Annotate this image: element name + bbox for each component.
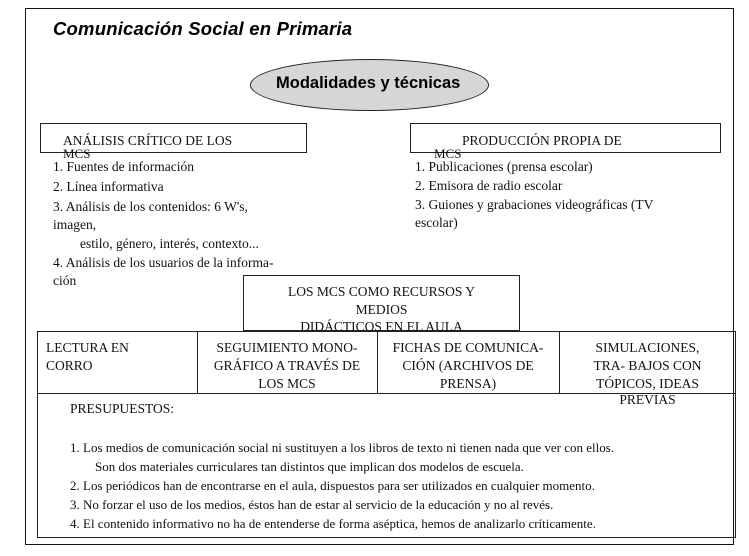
subtitle-label: Modalidades y técnicas	[276, 74, 461, 92]
column-monograph-line-1: SEGUIMIENTO MONO-	[216, 340, 358, 355]
column-reading-line-2: CORRO	[46, 358, 93, 373]
column-monograph-line-2: GRÁFICO A TRAVÉS DE	[213, 358, 361, 373]
column-monograph-line-3: LOS MCS	[258, 376, 316, 391]
analysis-item: ción	[53, 273, 77, 288]
production-item: 2. Emisora de radio escolar	[415, 178, 563, 193]
production-item: escolar)	[415, 215, 458, 230]
column-cards-line-3: PRENSA)	[439, 376, 497, 391]
presupuestos-heading: PRESUPUESTOS:	[70, 401, 175, 416]
analysis-heading-line-2: MCS	[63, 146, 91, 161]
resources-line-2: MEDIOS	[355, 302, 408, 317]
column-simulations-line-1: SIMULACIONES,	[595, 340, 700, 355]
analysis-item: imagen,	[53, 217, 97, 232]
column-cards-line-2: CIÓN (ARCHIVOS DE	[402, 358, 534, 373]
presupuestos-item: 3. No forzar el uso de los medios, éstos han de estar al servicio de la educación y no al revés.	[70, 497, 554, 512]
analysis-item: 3. Análisis de los contenidos: 6 W's,	[53, 199, 248, 214]
column-simulations-line-4: PREVIAS	[619, 392, 676, 407]
analysis-item: 2. Línea informativa	[53, 179, 164, 194]
presupuestos-item: Son dos materiales curriculares tan distintos que implican dos modelos de escuela.	[95, 459, 524, 474]
column-reading-line-1: LECTURA EN	[46, 340, 129, 355]
production-item: 1. Publicaciones (prensa escolar)	[415, 159, 593, 174]
analysis-item: 4. Análisis de los usuarios de la informa-	[53, 255, 274, 270]
production-heading-line-1: PRODUCCIÓN PROPIA DE	[462, 133, 622, 148]
diagram-title: Comunicación Social en Primaria	[53, 18, 353, 39]
column-simulations-line-2: TRA- BAJOS CON	[593, 358, 702, 373]
presupuestos-item: 1. Los medios de comunicación social ni sustituyen a los libros de texto ni tienen nada que ver con ellos.	[70, 440, 615, 455]
analysis-item: estilo, género, interés, contexto...	[80, 236, 259, 251]
resources-line-3: DIDÁCTICOS EN EL AULA	[300, 319, 463, 334]
column-simulations-line-3: TÓPICOS, IDEAS	[596, 376, 699, 391]
resources-line-1: LOS MCS COMO RECURSOS Y	[287, 284, 476, 299]
column-cards-line-1: FICHAS DE COMUNICA-	[392, 340, 544, 355]
analysis-heading-line-1: ANÁLISIS CRÍTICO DE LOS	[63, 133, 233, 148]
presupuestos-item: 2. Los periódicos han de encontrarse en el aula, dispuestos para ser utilizados en cualquier momento.	[70, 478, 595, 493]
analysis-item: 1. Fuentes de información	[53, 159, 194, 174]
presupuestos-item: 4. El contenido informativo no ha de entenderse de forma aséptica, hemos de analizarlo críticamente.	[70, 516, 596, 531]
production-heading-line-2: MCS	[434, 146, 462, 161]
production-item: 3. Guiones y grabaciones videográficas (TV	[415, 197, 654, 212]
